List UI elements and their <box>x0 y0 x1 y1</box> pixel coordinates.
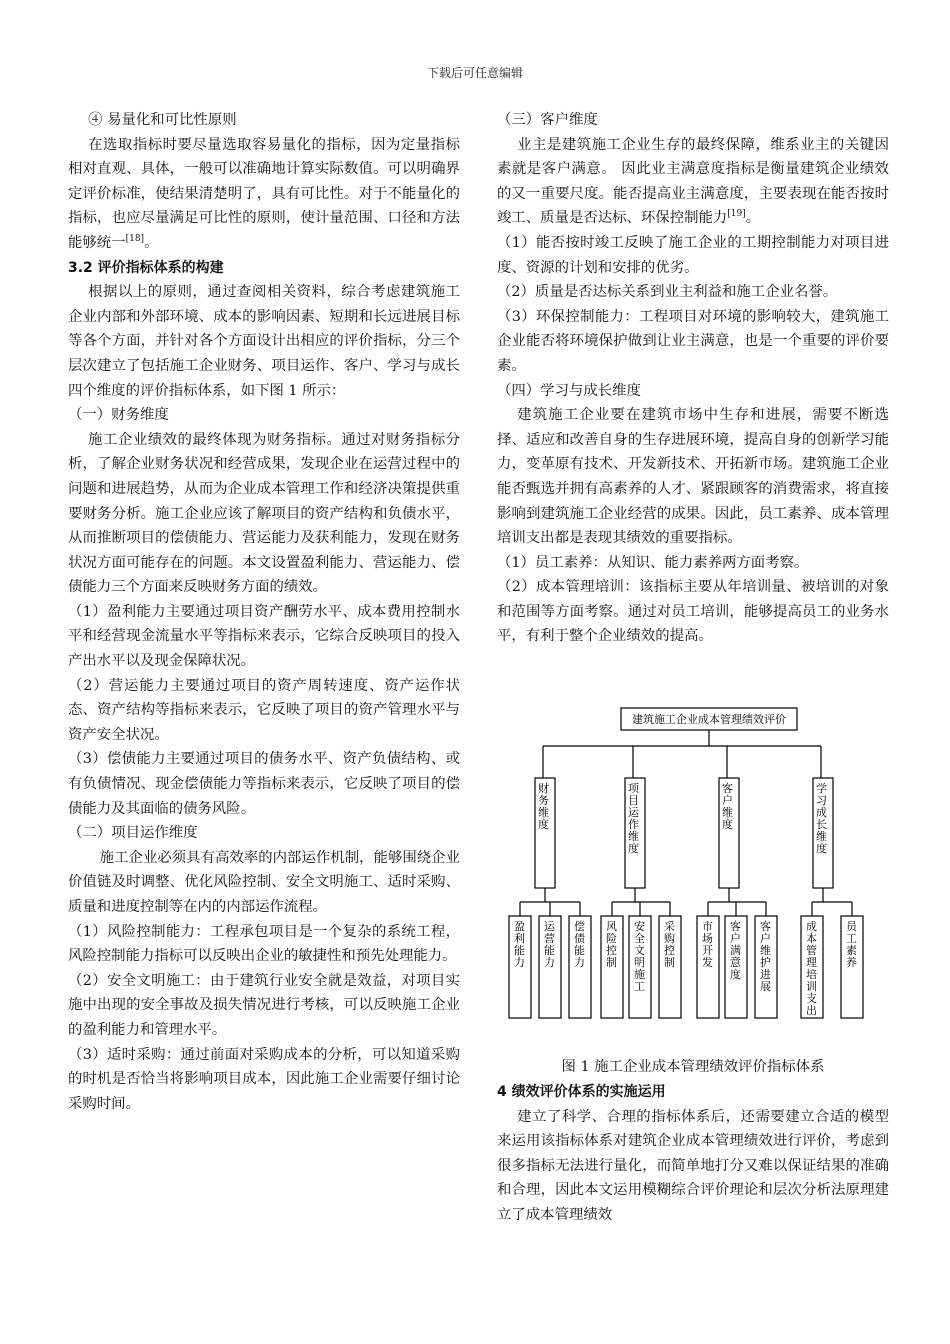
principle-4-body: 在选取指标时要尽量选取容易量化的指标，因为定量指标相对直观、具体，一般可以准确地计算实际数值。可以明确界定评价标准，使结果清楚明了，具有可比性。对于不能量化的指标，也应尽量满足可比性的原则，使计量范围、口径和方法能够统一[18]。 <box>68 136 460 251</box>
indicator-label: 市场开发 <box>702 920 713 969</box>
section-4 <box>497 1080 889 1228</box>
indicator-label: 采购控制 <box>664 920 675 969</box>
indicator-label: 客户维护进展 <box>760 920 771 993</box>
paragraph-learning: 建筑施工企业要在建筑市场中生存和进展，需要不断选择、适应和改善自身的生存进展环境，提高自身的创新学习能力，变革原有技术、开发新技术、开拓新市场。建筑施工企业能否甄选并拥有高素养的人才、紧跟顾客的消费需求，将直接影响到建筑施工企业经营的成果。因此，员工素养、成本管理培训支出都是表现其绩效的重要指标。 <box>497 407 889 547</box>
citation-19: [19] <box>727 209 746 220</box>
dimension-label: 学习成长维度 <box>816 782 827 855</box>
indicator-label: 偿债能力 <box>574 920 585 969</box>
paragraph-finance: 施工企业绩效的最终体现为财务指标。通过对财务指标分析，了解企业财务状况和经营成果，发现企业在运营过程中的问题和进展趋势，从而为企业成本管理工作和经济决策提供重要财务分析。施工企业应该了解项目的资产结构和负债水平，从而推断项目的偿债能力、营运能力及获利能力，发现在财务状况方面可能存在的问题。本文设置盈利能力、营运能力、偿债能力三个方面来反映财务方面的绩效。 <box>68 431 460 596</box>
subsection-learning: （四）学习与成长维度 <box>497 382 641 399</box>
subsection-project: （二）项目运作维度 <box>68 825 198 842</box>
item-solvency: （3）偿债能力主要通过项目的债务水平、资产负债结构、或有负债情况、现金偿债能力等指标来表示，它反映了项目的偿债能力及其面临的债务风险。 <box>68 751 460 817</box>
indicator-label: 风险控制 <box>606 920 617 969</box>
indicator-label: 运营能力 <box>544 920 555 969</box>
section-4-heading: 4 绩效评价体系的实施运用 <box>497 1084 666 1100</box>
indicator-label: 员工素养 <box>846 920 857 969</box>
item-risk: （1）风险控制能力：工程承包项目是一个复杂的系统工程，风险控制能力指标可以反映出企业的敏捷性和预先处理能力。 <box>68 923 460 965</box>
left-column <box>68 108 460 1116</box>
page-header: 下载后可任意编辑 <box>426 66 523 80</box>
section-3-2-heading: 3.2 评价指标体系的构建 <box>68 259 224 276</box>
item-profitability: （1）盈利能力主要通过项目资产酬劳水平、成本费用控制水平和经营现金流量水平等指标来表示，它综合反映项目的投入产出水平以及现金保障状况。 <box>68 603 460 670</box>
paragraph-section-4: 建立了科学、合理的指标体系后，还需要建立合适的模型来运用该指标体系对建筑企业成本管理绩效进行评价，考虑到很多指标无法进行量化，而简单地打分又难以保证结果的准确和合理，因此本文运用模糊综合评价理论和层次分析法原理建立了成本管理绩效 <box>497 1108 889 1223</box>
item-procurement: （3）适时采购：通过前面对采购成本的分析，可以知道采购的时机是否恰当将影响项目成本，因此施工企业需要仔细讨论采购时间。 <box>68 1046 460 1112</box>
indicator-label: 盈利能力 <box>514 920 525 969</box>
item-staff: （1）员工素养：从知识、能力素养两方面考察。 <box>497 554 809 571</box>
citation-18: [18] <box>125 234 145 245</box>
item-safety: （2）安全文明施工：由于建筑行业安全就是效益，对项目实施中出现的安全事故及损失情况进行考核，可以反映施工企业的盈利能力和管理水平。 <box>68 972 460 1038</box>
indicator-label: 安全文明施工 <box>634 920 645 993</box>
right-column <box>497 108 889 649</box>
item-ontime: （1）能否按时竣工反映了施工企业的工期控制能力对项目进度、资源的计划和安排的优劣。 <box>497 234 889 276</box>
indicator-label: 客户满意度 <box>730 920 741 981</box>
paragraph-construction: 根据以上的原则，通过查阅相关资料，综合考虑建筑施工企业内部和外部环境、成本的影响因素、短期和长远进展目标等各个方面，并针对各个方面设计出相应的评价指标，分三个层次建立了包括施工企业财务、项目运作、客户、学习与成长四个维度的评价指标体系，如下图 1 所示： <box>68 284 460 399</box>
item-environment: （3）环保控制能力：工程项目对环境的影响较大，建筑施工企业能否将环境保护做到让业主满意，也是一个重要的评价要素。 <box>497 308 889 374</box>
figure-1-caption: 图 1 施工企业成本管理绩效评价指标体系 <box>561 1059 825 1075</box>
indicator-label: 成本管理培训支出 <box>806 920 817 1017</box>
hierarchy-diagram <box>497 706 889 1046</box>
dimension-label: 客户维度 <box>722 782 733 831</box>
dimension-label: 项目运作维度 <box>628 782 639 855</box>
dimension-label: 财务维度 <box>538 782 549 831</box>
figure-1-hierarchy <box>497 706 889 1046</box>
subsection-finance: （一）财务维度 <box>68 407 169 424</box>
item-operating: （2）营运能力主要通过项目的资产周转速度、资产运作状态、资产结构等指标来表示，它反映了项目的资产管理水平与资产安全状况。 <box>68 677 460 743</box>
item-training: （2）成本管理培训：该指标主要从年培训量、被培训的对象和范围等方面考察。通过对员工培训，能够提高员工的业务水平，有利于整个企业绩效的提高。 <box>497 579 889 645</box>
paragraph-project: 施工企业必须具有高效率的内部运作机制，能够围绕企业价值链及时调整、优化风险控制、安全文明施工、适时采购、质量和进度控制等在内的内部运作流程。 <box>68 849 460 915</box>
root-label: 建筑施工企业成本管理绩效评价 <box>632 713 786 726</box>
item-quality: （2）质量是否达标关系到业主利益和施工企业名誉。 <box>497 284 838 301</box>
subsection-customer: （三）客户维度 <box>497 112 598 128</box>
paragraph-customer: 业主是建筑施工企业生存的最终保障，维系业主的关键因素就是客户满意。 因此业主满意度指标是衡量建筑企业绩效的又一重要尺度。能否提高业主满意度，主要表现在能否按时竣工、质量是否达标、环保控制能力[19]。 <box>497 136 889 227</box>
principle-4-title: ④ 易量化和可比性原则 <box>88 112 237 128</box>
